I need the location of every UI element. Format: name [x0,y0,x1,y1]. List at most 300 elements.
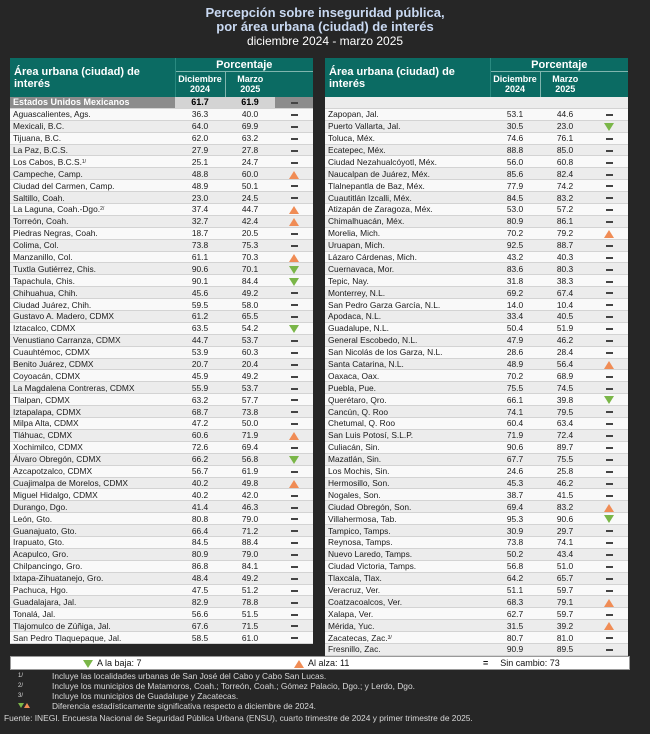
city-name: Querétaro, Qro. [325,394,490,406]
table-row [325,596,628,608]
city-name: San Luis Potosí, S.L.P. [325,429,490,441]
value-dec-2024: 90.6 [490,441,540,453]
city-name: Cuernavaca, Mor. [325,263,490,275]
no-change-icon [606,649,613,651]
city-name: Mexicali, B.C. [10,120,175,132]
change-indicator [590,418,628,430]
header-percentage: Porcentaje [490,58,628,72]
value-dec-2024: 85.6 [490,168,540,180]
city-name: Chetumal, Q. Roo [325,418,490,430]
change-indicator [275,239,313,251]
value-dec-2024: 48.8 [175,168,225,180]
city-name: Ciudad del Carmen, Camp. [10,180,175,192]
change-indicator [275,382,313,394]
change-indicator [275,418,313,430]
value-dec-2024: 36.3 [175,108,225,120]
no-change-icon [291,637,298,639]
change-indicator [590,429,628,441]
city-name: Santa Catarina, N.L. [325,358,490,370]
value-mar-2025: 74.1 [540,536,590,548]
no-change-icon [291,602,298,604]
value-mar-2025: 73.8 [225,406,275,418]
value-mar-2025: 83.2 [540,501,590,513]
value-dec-2024: 80.9 [175,548,225,560]
value-mar-2025: 40.5 [540,311,590,323]
change-indicator [590,620,628,632]
change-indicator [590,596,628,608]
no-change-icon [606,388,613,390]
value-dec-2024: 64.2 [490,572,540,584]
change-indicator [275,263,313,275]
change-indicator [275,429,313,441]
no-change-icon [291,614,298,616]
value-mar-2025: 59.7 [540,584,590,596]
value-mar-2025: 71.2 [225,525,275,537]
city-name: Venustiano Carranza, CDMX [10,334,175,346]
table-row [10,275,313,287]
change-indicator [275,358,313,370]
table-row [325,263,628,275]
table-row [10,287,313,299]
no-change-icon [291,126,298,128]
city-name: Estados Unidos Mexicanos [10,97,175,108]
table-row [10,180,313,192]
no-change-icon [291,590,298,592]
city-name: La Magdalena Contreras, CDMX [10,382,175,394]
value-dec-2024: 68.3 [490,596,540,608]
value-mar-2025: 20.5 [225,227,275,239]
city-name: Chimalhuacán, Méx. [325,215,490,227]
value-dec-2024: 61.1 [175,251,225,263]
value-dec-2024: 40.2 [175,489,225,501]
no-change-icon [606,281,613,283]
city-name: San Nicolás de los Garza, N.L. [325,346,490,358]
value-dec-2024: 37.4 [175,204,225,216]
no-change-icon [291,114,298,116]
table-row [10,311,313,323]
table-row [325,536,628,548]
table-row [10,263,313,275]
value-dec-2024: 84.5 [490,192,540,204]
city-name: Reynosa, Tamps. [325,536,490,548]
no-change-icon [291,197,298,199]
value-mar-2025: 24.5 [225,192,275,204]
value-dec-2024: 68.7 [175,406,225,418]
change-indicator [275,156,313,168]
value-mar-2025: 46.3 [225,501,275,513]
value-mar-2025: 60.8 [540,156,590,168]
value-mar-2025: 82.4 [540,168,590,180]
value-mar-2025: 74.5 [540,382,590,394]
value-mar-2025: 61.9 [225,465,275,477]
value-mar-2025: 80.3 [540,263,590,275]
city-name: San Pedro Tlaquepaque, Jal. [10,632,175,644]
no-change-icon [606,530,613,532]
national-row [10,97,313,108]
value-dec-2024: 90.6 [175,263,225,275]
header-dec: Diciembre 2024 [175,72,225,98]
table-row [10,525,313,537]
no-change-icon [606,340,613,342]
table-row [325,370,628,382]
city-name: Nogales, Son. [325,489,490,501]
city-name: Tapachula, Chis. [10,275,175,287]
change-indicator [590,465,628,477]
value-dec-2024: 80.8 [175,513,225,525]
city-name: Fresnillo, Zac. [325,643,490,655]
no-change-icon [606,447,613,449]
no-change-icon [606,637,613,639]
no-change-icon [291,150,298,152]
value-mar-2025: 58.0 [225,299,275,311]
value-dec-2024: 80.7 [490,632,540,644]
city-name: Miguel Hidalgo, CDMX [10,489,175,501]
change-indicator [590,168,628,180]
city-name: Tlalnepantla de Baz, Méx. [325,180,490,192]
value-dec-2024: 74.6 [490,132,540,144]
table-row [325,429,628,441]
table-row [10,299,313,311]
city-name: Veracruz, Ver. [325,584,490,596]
value-mar-2025: 60.3 [225,346,275,358]
city-name: Uruapan, Mich. [325,239,490,251]
city-name: Pachuca, Hgo. [10,584,175,596]
city-name: Tepic, Nay. [325,275,490,287]
no-change-icon [606,150,613,152]
value-dec-2024: 74.1 [490,406,540,418]
value-dec-2024: 53.1 [490,108,540,120]
table-row [10,429,313,441]
change-indicator [275,548,313,560]
no-change-icon [606,316,613,318]
change-indicator [275,632,313,644]
no-change-icon [606,435,613,437]
city-name: Oaxaca, Oax. [325,370,490,382]
no-change-icon [291,411,298,413]
value-mar-2025: 44.7 [225,204,275,216]
table-row [325,394,628,406]
value-mar-2025: 89.5 [540,643,590,655]
city-name: Ciudad Juárez, Chih. [10,299,175,311]
no-change-icon [606,269,613,271]
value-mar-2025: 69.4 [225,441,275,453]
no-change-icon [291,316,298,318]
change-indicator [275,572,313,584]
change-indicator [275,584,313,596]
value-mar-2025: 39.8 [540,394,590,406]
table-row [325,311,628,323]
table-row [325,215,628,227]
table-row [10,132,313,144]
no-change-icon [606,257,613,259]
value-mar-2025: 81.0 [540,632,590,644]
table-row [325,322,628,334]
footnote-2: 2/ Incluye los municipios de Matamoros, Coah.; Torreón, Coah.; Gómez Palacio, Dgo.; y Lerdo, Dgo. [18,681,415,691]
table-row [325,477,628,489]
up-arrow-icon [24,703,30,708]
city-name: Toluca, Méx. [325,132,490,144]
value-mar-2025: 86.1 [540,215,590,227]
value-mar-2025: 53.7 [225,382,275,394]
no-change-icon [606,197,613,199]
no-change-icon [291,530,298,532]
table-row [10,394,313,406]
value-mar-2025: 70.3 [225,251,275,263]
value-dec-2024: 70.2 [490,370,540,382]
table-row [325,643,628,655]
no-change-icon [291,304,298,306]
change-indicator [275,168,313,180]
city-name: Coatzacoalcos, Ver. [325,596,490,608]
change-indicator [275,144,313,156]
no-change-icon [606,245,613,247]
down-arrow-icon [604,515,614,523]
change-indicator [590,180,628,192]
city-name: Ciudad Victoria, Tamps. [325,560,490,572]
table-row [10,334,313,346]
legend-same: = Sin cambio: 73 [483,658,560,668]
change-indicator [590,239,628,251]
value-dec-2024: 56.8 [490,560,540,572]
table-row [10,168,313,180]
header-dec: Diciembre 2024 [490,72,540,98]
title-line-2: por área urbana (ciudad) de interés [216,19,434,34]
change-indicator [590,525,628,537]
table-row [325,346,628,358]
value-dec-2024: 18.7 [175,227,225,239]
value-dec-2024: 44.7 [175,334,225,346]
value-mar-2025: 54.2 [225,322,275,334]
change-indicator [275,251,313,263]
table-row [10,560,313,572]
city-name: Chilpancingo, Gro. [10,560,175,572]
no-change-icon [606,352,613,354]
value-mar-2025: 41.5 [540,489,590,501]
no-change-icon [606,554,613,556]
table-row [325,418,628,430]
table-row [325,227,628,239]
change-indicator [275,596,313,608]
table-row [10,358,313,370]
change-indicator [275,620,313,632]
table-row [325,489,628,501]
change-indicator [590,477,628,489]
no-change-icon [606,459,613,461]
table-row [10,548,313,560]
value-dec-2024: 50.2 [490,548,540,560]
no-change-icon [291,138,298,140]
table-row [325,406,628,418]
value-dec-2024: 43.2 [490,251,540,263]
value-mar-2025: 28.4 [540,346,590,358]
city-name: San Pedro Garza García, N.L. [325,299,490,311]
header-percentage: Porcentaje [175,58,313,72]
change-indicator [275,525,313,537]
table-row [10,584,313,596]
value-mar-2025: 88.7 [540,239,590,251]
up-arrow-icon [289,432,299,440]
table-row [325,632,628,644]
value-mar-2025: 46.2 [540,334,590,346]
change-indicator [590,584,628,596]
legend-down: A la baja: 7 [83,657,142,669]
city-name: Lázaro Cárdenas, Mich. [325,251,490,263]
value-mar-2025: 57.2 [540,204,590,216]
value-dec-2024: 24.6 [490,465,540,477]
up-arrow-icon [294,660,304,668]
value-mar-2025: 60.0 [225,168,275,180]
table-row [10,382,313,394]
value-dec-2024: 32.7 [175,215,225,227]
change-indicator [590,608,628,620]
value-mar-2025: 27.8 [225,144,275,156]
city-name: Tlajomulco de Zúñiga, Jal. [10,620,175,632]
city-name: Benito Juárez, CDMX [10,358,175,370]
value-dec-2024: 80.9 [490,215,540,227]
value-mar-2025: 29.7 [540,525,590,537]
city-name: Atizapán de Zaragoza, Méx. [325,204,490,216]
value-mar-2025: 85.0 [540,144,590,156]
no-change-icon [291,292,298,294]
value-dec-2024: 28.6 [490,346,540,358]
value-dec-2024: 62.7 [490,608,540,620]
table-row [10,501,313,513]
value-mar-2025: 40.0 [225,108,275,120]
table-row [10,370,313,382]
value-dec-2024: 33.4 [490,311,540,323]
header-area: Área urbana (ciudad) de interés [10,58,175,97]
table-row [10,346,313,358]
down-arrow-icon [604,396,614,404]
table-row [325,120,628,132]
down-arrow-icon [289,266,299,274]
city-name: Álvaro Obregón, CDMX [10,453,175,465]
value-mar-2025: 68.9 [540,370,590,382]
no-change-icon [606,376,613,378]
change-indicator [275,227,313,239]
table-row [325,501,628,513]
value-mar-2025: 49.2 [225,287,275,299]
value-mar-2025: 65.7 [540,572,590,584]
table-row [10,620,313,632]
no-change-icon [606,483,613,485]
value-dec-2024: 14.0 [490,299,540,311]
value-dec-2024: 73.8 [490,536,540,548]
no-change-icon [291,352,298,354]
value-dec-2024: 31.8 [490,275,540,287]
legend [10,656,630,670]
value-mar-2025: 24.7 [225,156,275,168]
value-dec-2024: 48.4 [175,572,225,584]
change-indicator [590,382,628,394]
city-name: Hermosillo, Son. [325,477,490,489]
up-arrow-icon [604,230,614,238]
change-indicator [275,394,313,406]
table-row [10,536,313,548]
value-dec-2024: 66.4 [175,525,225,537]
change-indicator [590,548,628,560]
table-row [10,418,313,430]
up-arrow-icon [604,361,614,369]
city-name: Durango, Dgo. [10,501,175,513]
table-row [325,275,628,287]
city-name: Cuautitlán Izcalli, Méx. [325,192,490,204]
value-mar-2025: 90.6 [540,513,590,525]
down-arrow-icon [83,660,93,668]
value-dec-2024: 56.0 [490,156,540,168]
city-name: Puerto Vallarta, Jal. [325,120,490,132]
header-area: Área urbana (ciudad) de interés [325,58,490,97]
change-indicator [275,108,313,120]
value-dec-2024: 95.3 [490,513,540,525]
value-dec-2024: 45.6 [175,287,225,299]
change-indicator [275,192,313,204]
table-row [10,572,313,584]
up-arrow-icon [289,171,299,179]
value-dec-2024: 48.9 [490,358,540,370]
up-arrow-icon [289,218,299,226]
change-indicator [275,406,313,418]
value-mar-2025: 72.4 [540,429,590,441]
up-arrow-icon [289,480,299,488]
value-mar-2025: 42.0 [225,489,275,501]
change-indicator [275,489,313,501]
change-indicator [275,346,313,358]
value-mar-2025: 56.8 [225,453,275,465]
legend-up: Al alza: 11 [294,657,349,669]
city-name: Cuauhtémoc, CDMX [10,346,175,358]
change-indicator [275,180,313,192]
table-row [10,513,313,525]
value-dec-2024: 86.8 [175,560,225,572]
value-dec-2024: 88.8 [490,144,540,156]
up-arrow-icon [289,206,299,214]
value-dec-2024: 62.0 [175,132,225,144]
change-indicator [590,215,628,227]
value-mar-2025: 59.7 [540,608,590,620]
change-indicator [275,322,313,334]
change-indicator [590,144,628,156]
table-row [10,251,313,263]
no-change-icon [291,471,298,473]
no-change-icon [291,495,298,497]
no-change-icon [291,447,298,449]
value-dec-2024: 55.9 [175,382,225,394]
city-name: Cuajimalpa de Morelos, CDMX [10,477,175,489]
header-mar: Marzo 2025 [540,72,590,98]
city-name: León, Gto. [10,513,175,525]
value-dec-2024: 58.5 [175,632,225,644]
down-arrow-icon [604,123,614,131]
table-row [325,465,628,477]
change-indicator [590,299,628,311]
table-row [10,406,313,418]
no-change-icon [291,625,298,627]
value-mar-2025: 71.9 [225,429,275,441]
header-change [275,72,313,98]
footnote-3: 3/ Incluye los municipios de Guadalupe y Zacatecas. [18,691,239,701]
table-row [325,560,628,572]
value-dec-2024: 40.2 [175,477,225,489]
value-dec-2024: 67.6 [175,620,225,632]
value-mar-2025: 57.7 [225,394,275,406]
change-indicator [590,489,628,501]
value-mar-2025: 23.0 [540,120,590,132]
change-indicator [590,441,628,453]
change-indicator [590,311,628,323]
city-name: Morelia, Mich. [325,227,490,239]
value-dec-2024: 41.4 [175,501,225,513]
